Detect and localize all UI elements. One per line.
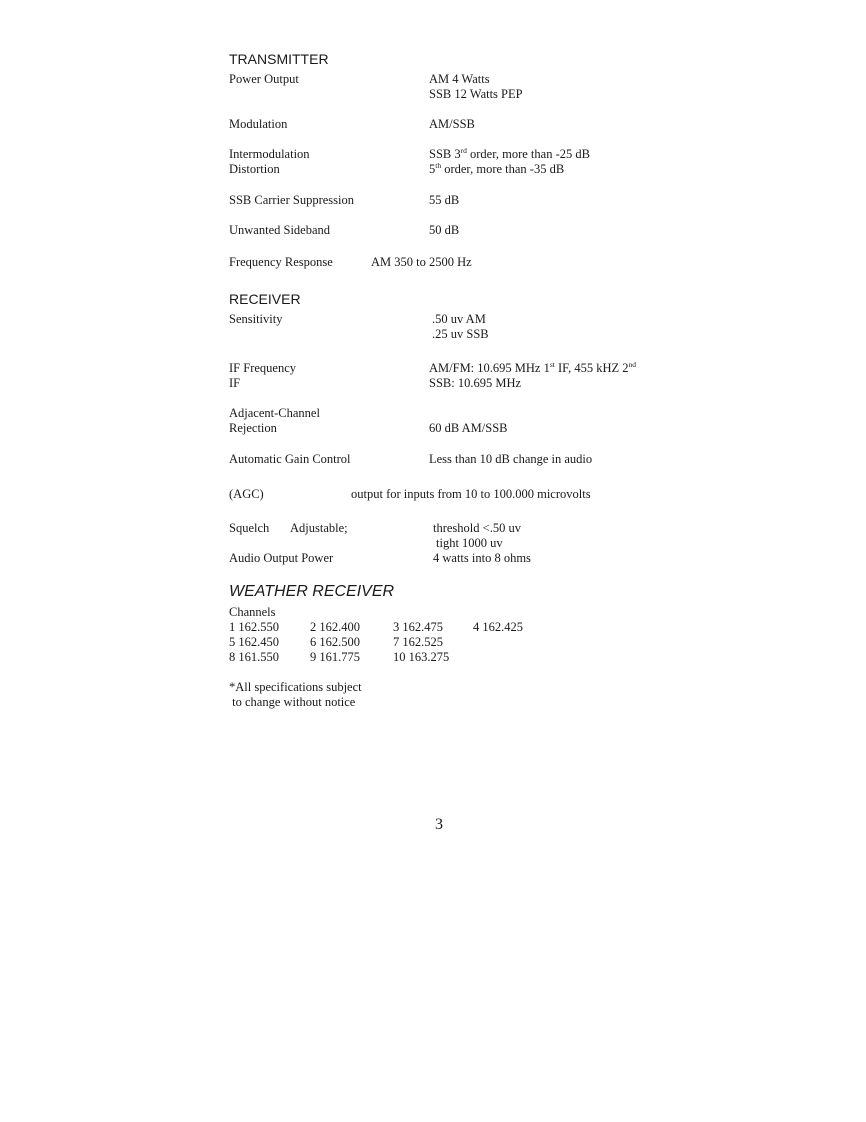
squelch-label: Squelch [229,521,270,535]
audio-output-label: Audio Output Power [229,551,334,565]
carrier-suppression-label: SSB Carrier Suppression [229,193,354,207]
channel-cell: 9 161.775 [310,650,360,664]
power-output-label: Power Output [229,72,299,86]
imd-label-1: Intermodulation [229,147,310,161]
channel-cell: 2 162.400 [310,620,360,634]
channel-cell: 5 162.450 [229,635,279,649]
receiver-heading: RECEIVER [229,291,301,307]
squelch-tight: tight 1000 uv [436,536,503,550]
imd-value-1: SSB 3rd order, more than -25 dB [429,146,590,161]
page-number: 3 [435,816,443,833]
imd-value-2: 5th order, more than -35 dB [429,161,565,176]
channel-cell: 6 162.500 [310,635,360,649]
squelch-sub: Adjustable; [290,521,348,535]
squelch-threshold: threshold <.50 uv [433,521,521,535]
spec-note-line-1: *All specifications subject [229,680,362,694]
frequency-response-label: Frequency Response [229,255,333,269]
spec-note-line-2: to change without notice [229,695,356,709]
if-value-1: AM/FM: 10.695 MHz 1st IF, 455 kHZ 2nd [429,360,637,375]
if-label: IF [229,376,241,390]
agc-value-2: output for inputs from 10 to 100.000 microvolts [351,487,591,501]
channel-cell: 3 162.475 [393,620,443,634]
rejection-label: Rejection [229,421,277,435]
adjacent-channel-label: Adjacent-Channel [229,406,320,420]
unwanted-sideband-label: Unwanted Sideband [229,223,331,237]
sensitivity-am: .50 uv AM [432,312,486,326]
channel-cell: 4 162.425 [473,620,523,634]
modulation-value: AM/SSB [429,117,475,131]
weather-heading: WEATHER RECEIVER [229,583,395,600]
carrier-suppression-value: 55 dB [429,193,460,207]
channel-cell: 10 163.275 [393,650,450,664]
sensitivity-ssb: .25 uv SSB [432,327,489,341]
agc-value: Less than 10 dB change in audio [429,452,593,466]
transmitter-heading: TRANSMITTER [229,51,329,67]
unwanted-sideband-value: 50 dB [429,223,460,237]
power-output-ssb: SSB 12 Watts PEP [429,87,523,101]
if-value-2: SSB: 10.695 MHz [429,376,522,390]
power-output-am: AM 4 Watts [429,72,490,86]
imd-label-2: Distortion [229,162,280,176]
modulation-label: Modulation [229,117,288,131]
rejection-value: 60 dB AM/SSB [429,421,508,435]
audio-output-value: 4 watts into 8 ohms [433,551,531,565]
agc-abbrev-label: (AGC) [229,487,264,501]
channel-cell: 8 161.550 [229,650,279,664]
channel-cell: 1 162.550 [229,620,279,634]
channel-cell: 7 162.525 [393,635,443,649]
sensitivity-label: Sensitivity [229,312,283,326]
if-frequency-label: IF Frequency [229,361,296,375]
agc-label: Automatic Gain Control [229,452,351,466]
frequency-response-value: AM 350 to 2500 Hz [371,255,472,269]
channels-label: Channels [229,605,276,619]
